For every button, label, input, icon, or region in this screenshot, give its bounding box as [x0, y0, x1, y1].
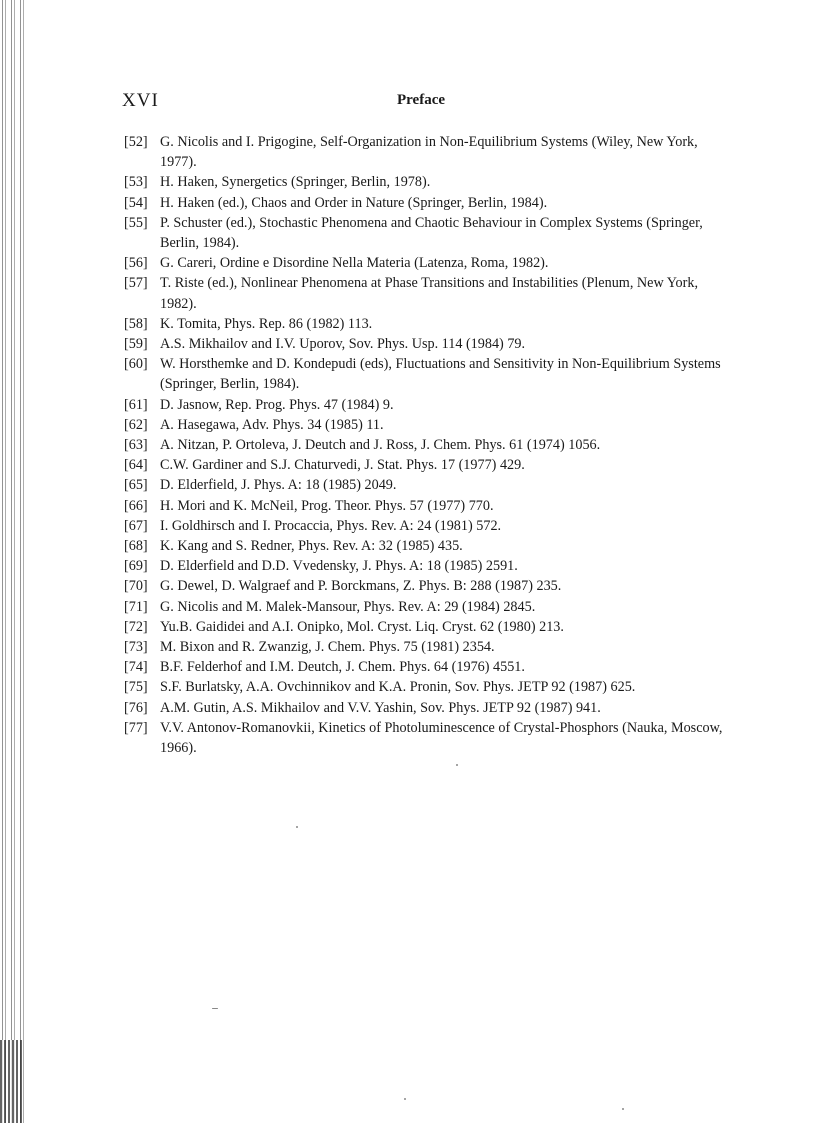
reference-entry: [124, 213, 728, 253]
reference-text: W. Horsthemke and D. Kondepudi (eds), Fluctuations and Sensitivity in Non-Equilibrium Systems (Springer, Berlin, 1984).: [160, 356, 721, 393]
scan-binding-edge: [0, 0, 26, 1123]
reference-entry: [124, 536, 728, 556]
reference-text: S.F. Burlatsky, A.A. Ovchinnikov and K.A. Pronin, Sov. Phys. JETP 92 (1987) 625.: [160, 679, 636, 696]
reference-text: A.S. Mikhailov and I.V. Uporov, Sov. Phys. Usp. 114 (1984) 79.: [160, 336, 526, 353]
reference-entry: [124, 496, 728, 516]
reference-number: [54]: [124, 194, 148, 211]
reference-number: [76]: [124, 699, 148, 716]
reference-entry: [124, 354, 728, 394]
reference-text: T. Riste (ed.), Nonlinear Phenomena at Phase Transitions and Instabilities (Plenum, New York, 1982).: [160, 275, 699, 312]
reference-list: [124, 132, 728, 758]
reference-text: C.W. Gardiner and S.J. Chaturvedi, J. Stat. Phys. 17 (1977) 429.: [160, 457, 525, 474]
reference-entry: [124, 132, 728, 172]
reference-text: D. Elderfield, J. Phys. A: 18 (1985) 2049.: [160, 477, 397, 494]
reference-number: [69]: [124, 558, 148, 575]
reference-text: H. Mori and K. McNeil, Prog. Theor. Phys. 57 (1977) 770.: [160, 497, 494, 514]
scan-speck: [404, 1098, 406, 1100]
reference-text: H. Haken, Synergetics (Springer, Berlin, 1978).: [160, 174, 431, 191]
reference-text: I. Goldhirsch and I. Procaccia, Phys. Rev. A: 24 (1981) 572.: [160, 517, 502, 534]
reference-text: Yu.B. Gaididei and A.I. Onipko, Mol. Cryst. Liq. Cryst. 62 (1980) 213.: [160, 618, 564, 635]
reference-number: [77]: [124, 719, 148, 736]
reference-number: [71]: [124, 598, 148, 615]
running-title: Preface: [397, 92, 446, 108]
reference-entry: [124, 334, 728, 354]
reference-text: B.F. Felderhof and I.M. Deutch, J. Chem. Phys. 64 (1976) 4551.: [160, 659, 525, 676]
reference-text: M. Bixon and R. Zwanzig, J. Chem. Phys. 75 (1981) 2354.: [160, 639, 495, 656]
reference-number: [52]: [124, 134, 148, 150]
scan-binding-edge-bottom: [0, 1040, 22, 1123]
reference-number: [56]: [124, 255, 148, 272]
reference-number: [58]: [124, 315, 148, 332]
reference-number: [53]: [124, 174, 148, 191]
reference-number: [75]: [124, 679, 148, 696]
reference-entry: [124, 435, 728, 455]
reference-number: [67]: [124, 517, 148, 534]
reference-number: [62]: [124, 416, 148, 433]
reference-entry: [124, 273, 728, 313]
reference-number: [66]: [124, 497, 148, 514]
reference-text: A. Hasegawa, Adv. Phys. 34 (1985) 11.: [160, 416, 384, 433]
reference-number: [74]: [124, 659, 148, 676]
reference-text: V.V. Antonov-Romanovkii, Kinetics of Photoluminescence of Crystal-Phosphors (Nauka, Moscow, 1966).: [160, 719, 723, 757]
reference-entry: [124, 718, 728, 758]
reference-number: [63]: [124, 437, 148, 454]
reference-number: [59]: [124, 336, 148, 353]
reference-text: P. Schuster (ed.), Stochastic Phenomena and Chaotic Behaviour in Complex Systems (Springer, Berlin, 1984).: [160, 214, 703, 252]
reference-number: [65]: [124, 477, 148, 494]
reference-number: [60]: [124, 356, 148, 373]
reference-entry: [124, 637, 728, 657]
reference-text: D. Elderfield and D.D. Vvedensky, J. Phys. A: 18 (1985) 2591.: [160, 558, 518, 575]
page-header: [122, 90, 722, 114]
reference-entry: [124, 253, 728, 273]
reference-number: [57]: [124, 275, 148, 292]
reference-entry: [124, 455, 728, 475]
scan-speck: [622, 1108, 624, 1110]
reference-text: A.M. Gutin, A.S. Mikhailov and V.V. Yashin, Sov. Phys. JETP 92 (1987) 941.: [160, 699, 601, 716]
scan-speck: [212, 1008, 218, 1009]
reference-number: [73]: [124, 639, 148, 656]
reference-text: D. Jasnow, Rep. Prog. Phys. 47 (1984) 9.: [160, 396, 394, 413]
scan-speck: [456, 764, 458, 766]
reference-entry: [124, 677, 728, 697]
reference-entry: [124, 395, 728, 415]
reference-entry: [124, 516, 728, 536]
reference-number: [64]: [124, 457, 148, 474]
reference-entry: [124, 415, 728, 435]
page-number: XVI: [122, 90, 159, 111]
reference-entry: [124, 576, 728, 596]
reference-entry: [124, 475, 728, 495]
reference-text: A. Nitzan, P. Ortoleva, J. Deutch and J. Ross, J. Chem. Phys. 61 (1974) 1056.: [160, 437, 601, 454]
reference-text: K. Kang and S. Redner, Phys. Rev. A: 32 (1985) 435.: [160, 538, 463, 555]
reference-number: [68]: [124, 538, 148, 555]
reference-entry: [124, 617, 728, 637]
reference-text: G. Nicolis and M. Malek-Mansour, Phys. Rev. A: 29 (1984) 2845.: [160, 598, 536, 615]
reference-entry: [124, 698, 728, 718]
reference-entry: [124, 193, 728, 213]
reference-number: [55]: [124, 214, 148, 231]
reference-entry: [124, 657, 728, 677]
reference-entry: [124, 597, 728, 617]
reference-number: [72]: [124, 618, 148, 635]
reference-entry: [124, 172, 728, 192]
reference-number: [70]: [124, 578, 148, 595]
reference-text: G. Careri, Ordine e Disordine Nella Materia (Latenza, Roma, 1982).: [160, 255, 549, 272]
reference-text: G. Nicolis and I. Prigogine, Self-Organization in Non-Equilibrium Systems (Wiley, New York, 1977).: [160, 134, 698, 171]
reference-text: K. Tomita, Phys. Rep. 86 (1982) 113.: [160, 315, 373, 332]
reference-text: H. Haken (ed.), Chaos and Order in Nature (Springer, Berlin, 1984).: [160, 194, 548, 211]
reference-number: [61]: [124, 396, 148, 413]
reference-entry: [124, 314, 728, 334]
scan-speck: [296, 826, 298, 828]
reference-text: G. Dewel, D. Walgraef and P. Borckmans, Z. Phys. B: 288 (1987) 235.: [160, 578, 562, 595]
reference-entry: [124, 556, 728, 576]
